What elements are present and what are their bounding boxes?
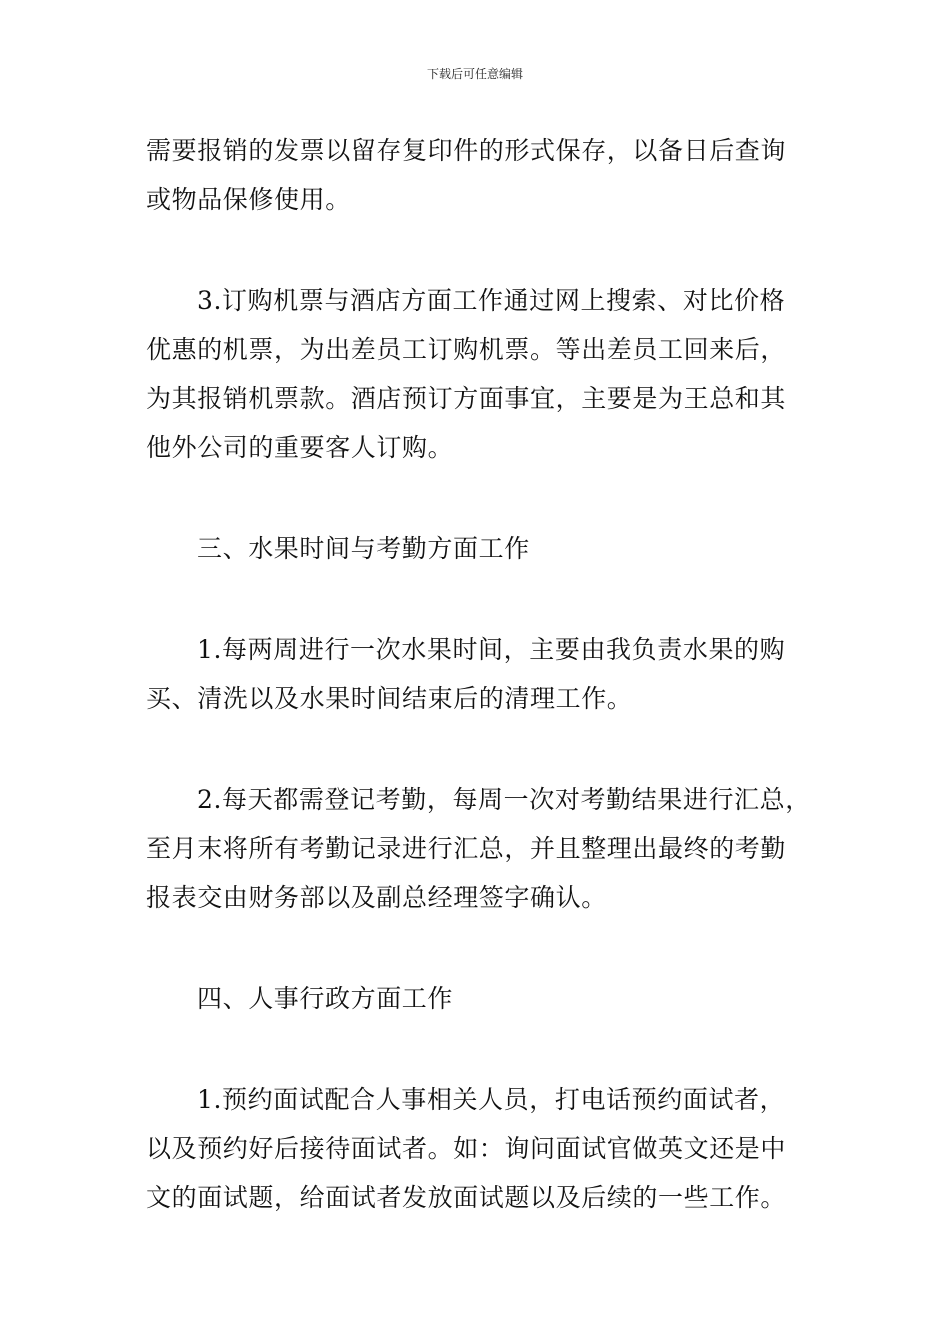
paragraph-invoice-storage: [146, 126, 806, 224]
paragraph-line: 3.订购机票与酒店方面工作通过网上搜索、对比价格: [197, 286, 786, 315]
paragraph-line: 买、清洗以及水果时间结束后的清理工作。: [146, 684, 633, 713]
section-heading-hr-administration: [146, 974, 806, 1023]
paragraph-ticket-hotel-booking: [146, 276, 806, 472]
paragraph-attendance-summary: [146, 775, 811, 922]
paragraph-line: 以及预约好后接待面试者。如：询问面试官做英文还是中: [146, 1134, 787, 1163]
paragraph-interview-scheduling: [146, 1075, 806, 1222]
paragraph-line: 他外公司的重要客人订购。: [146, 433, 454, 462]
paragraph-line: 需要报销的发票以留存复印件的形式保存，以备日后查询: [146, 136, 787, 165]
paragraph-line: 或物品保修使用。: [146, 185, 351, 214]
paragraph-fruit-time: [146, 625, 806, 723]
paragraph-line: 文的面试题，给面试者发放面试题以及后续的一些工作。: [146, 1183, 787, 1212]
document-body: [146, 126, 811, 1222]
paragraph-line: 1.每两周进行一次水果时间，主要由我负责水果的购: [197, 635, 786, 664]
paragraph-line: 1.预约面试配合人事相关人员，打电话预约面试者，: [197, 1085, 786, 1114]
page-header-note: 下载后可任意编辑: [426, 67, 523, 81]
paragraph-line: 报表交由财务部以及副总经理签字确认。: [146, 883, 607, 912]
section-heading-fruit-attendance: [146, 524, 806, 573]
section-heading: 四、人事行政方面工作: [197, 984, 454, 1013]
paragraph-line: 至月末将所有考勤记录进行汇总，并且整理出最终的考勤: [146, 834, 787, 863]
paragraph-line: 优惠的机票，为出差员工订购机票。等出差员工回来后，: [146, 335, 787, 364]
section-heading: 三、水果时间与考勤方面工作: [197, 534, 530, 563]
paragraph-line: 2.每天都需登记考勤，每周一次对考勤结果进行汇总，: [197, 785, 811, 814]
paragraph-line: 为其报销机票款。酒店预订方面事宜，主要是为王总和其: [146, 384, 787, 413]
